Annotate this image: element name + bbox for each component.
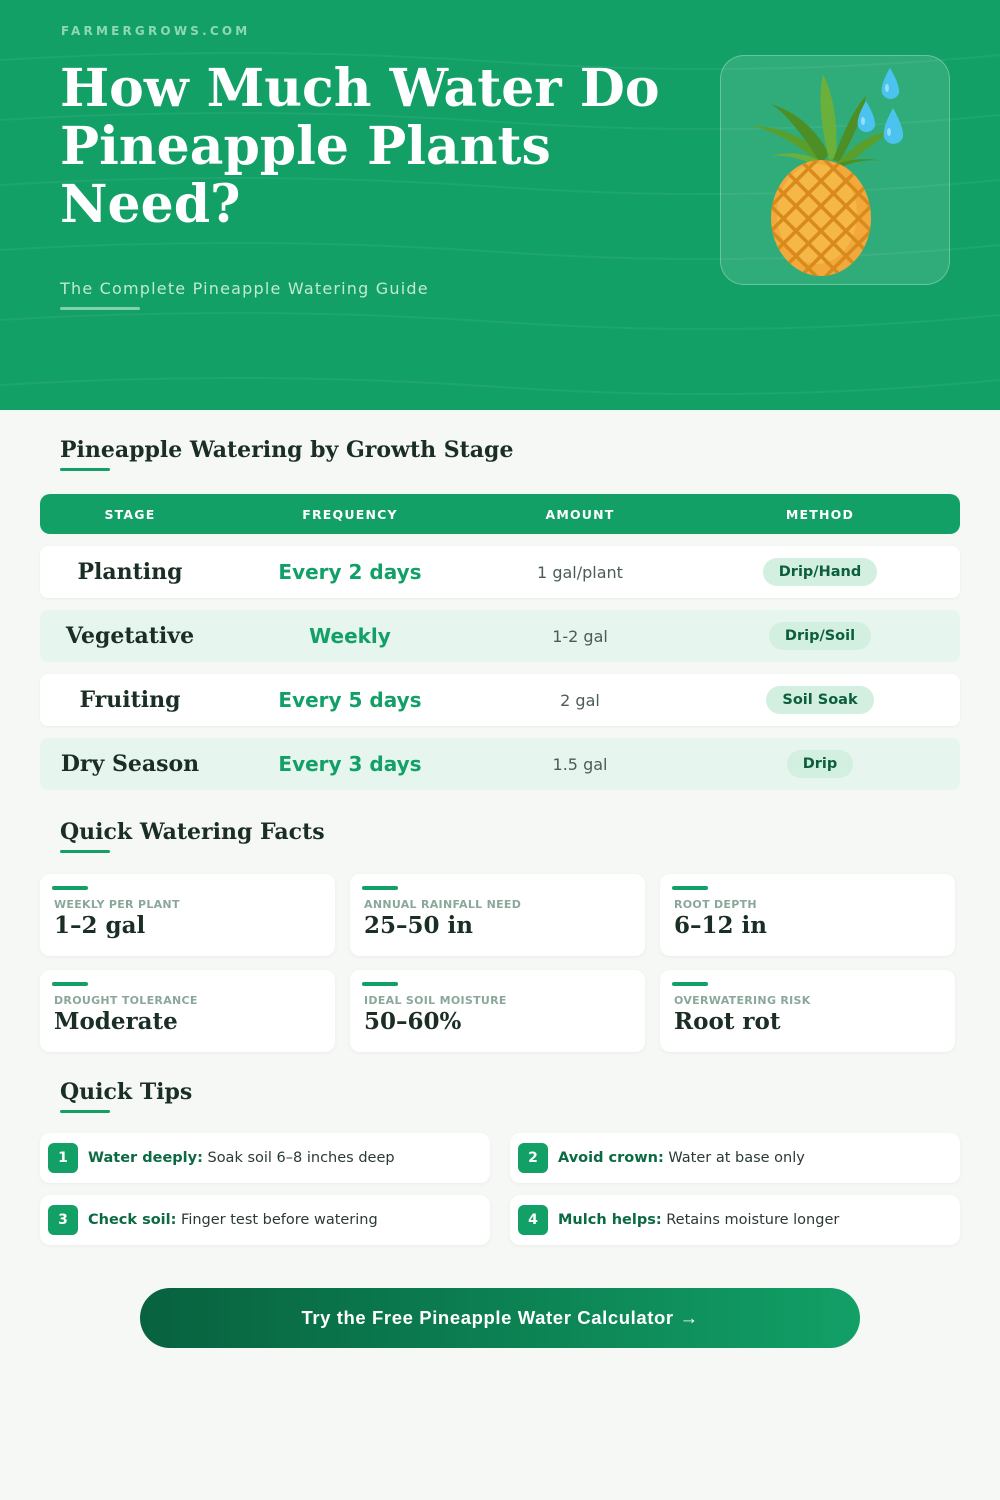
amount-cell: 2 gal [560,690,600,710]
tip-number-badge: 1 [48,1143,78,1173]
tip-body: Retains moisture longer [661,1212,840,1228]
method-badge: Drip/Hand [763,558,877,586]
tip-number-badge: 2 [518,1143,548,1173]
table-row [40,610,960,662]
tip-item [510,1133,960,1183]
tip-body: Soak soil 6–8 inches deep [202,1150,395,1166]
method-cell [680,750,960,778]
frequency-cell: Weekly [309,624,391,648]
tip-item [40,1195,490,1245]
tip-item [40,1133,490,1183]
column-header-stage: STAGE [104,506,156,522]
stage-cell: Planting [77,559,183,585]
column-header-method: METHOD [785,506,855,522]
tip-number-badge: 4 [518,1205,548,1235]
tip-number-badge: 3 [48,1205,78,1235]
subtitle-underline [60,307,140,310]
method-badge: Soil Soak [766,686,873,714]
tip-body: Finger test before watering [176,1212,378,1228]
tip-item [510,1195,960,1245]
fact-card [660,874,955,956]
pineapple-icon [721,56,951,286]
tip-heading: Mulch helps: [558,1212,662,1228]
fact-value: 25–50 in [364,912,473,939]
tip-text [558,1150,805,1166]
fact-label: ANNUAL RAINFALL NEED [364,898,522,911]
amount-cell: 1.5 gal [552,754,608,774]
fact-value: 50–60% [364,1008,462,1035]
fact-accent-bar [362,886,398,890]
fact-accent-bar [362,982,398,986]
table-row [40,546,960,598]
table-row [40,738,960,790]
fact-card [40,874,335,956]
fact-accent-bar [52,982,88,986]
tip-text [88,1212,378,1228]
method-cell [680,686,960,714]
fact-accent-bar [672,982,708,986]
fact-value: Moderate [54,1008,178,1035]
column-header-frequency: FREQUENCY [302,506,398,522]
site-brand: FARMERGROWS.COM [61,24,251,38]
tip-text [558,1212,839,1228]
fact-value: Root rot [674,1008,781,1035]
method-cell [680,558,960,586]
column-header-amount: AMOUNT [545,506,615,522]
tip-heading: Water deeply: [88,1150,203,1166]
amount-cell: 1-2 gal [552,626,608,646]
tip-text [88,1150,395,1166]
stage-cell: Dry Season [60,751,200,777]
fact-label: IDEAL SOIL MOISTURE [364,994,507,1007]
hero-illustration-card [720,55,950,285]
table-row [40,674,960,726]
fact-value: 1–2 gal [54,912,146,939]
section-underline [60,1110,110,1113]
section-title-tips: Quick Tips [60,1079,193,1105]
frequency-cell: Every 5 days [278,688,422,712]
water-drop-icons [858,68,903,144]
tip-body: Water at base only [663,1150,805,1166]
fact-card [350,970,645,1052]
fact-card [350,874,645,956]
tip-heading: Check soil: [88,1212,177,1228]
fact-label: ROOT DEPTH [674,898,757,911]
fact-card [40,970,335,1052]
frequency-cell: Every 2 days [278,560,422,584]
section-underline [60,850,110,853]
fact-accent-bar [52,886,88,890]
section-title-growth-stage: Pineapple Watering by Growth Stage [60,437,514,463]
fact-label: WEEKLY PER PLANT [54,898,180,911]
stage-cell: Fruiting [79,687,181,713]
fact-label: DROUGHT TOLERANCE [54,994,198,1007]
method-badge: Drip [787,750,854,778]
section-underline [60,468,110,471]
page-subtitle: The Complete Pineapple Watering Guide [60,279,429,298]
fact-accent-bar [672,886,708,890]
table-header [40,494,960,534]
tip-heading: Avoid crown: [558,1150,664,1166]
method-badge: Drip/Soil [769,622,871,650]
method-cell [680,622,960,650]
page-title: How Much Water Do Pineapple Plants Need? [60,58,660,235]
amount-cell: 1 gal/plant [537,562,623,582]
section-title-facts: Quick Watering Facts [60,819,325,845]
fact-label: OVERWATERING RISK [674,994,811,1007]
fact-value: 6–12 in [674,912,767,939]
stage-cell: Vegetative [65,623,195,649]
frequency-cell: Every 3 days [278,752,422,776]
calculator-cta-button[interactable]: Try the Free Pineapple Water Calculator → [140,1288,860,1348]
hero-banner [0,0,1000,410]
fact-card [660,970,955,1052]
